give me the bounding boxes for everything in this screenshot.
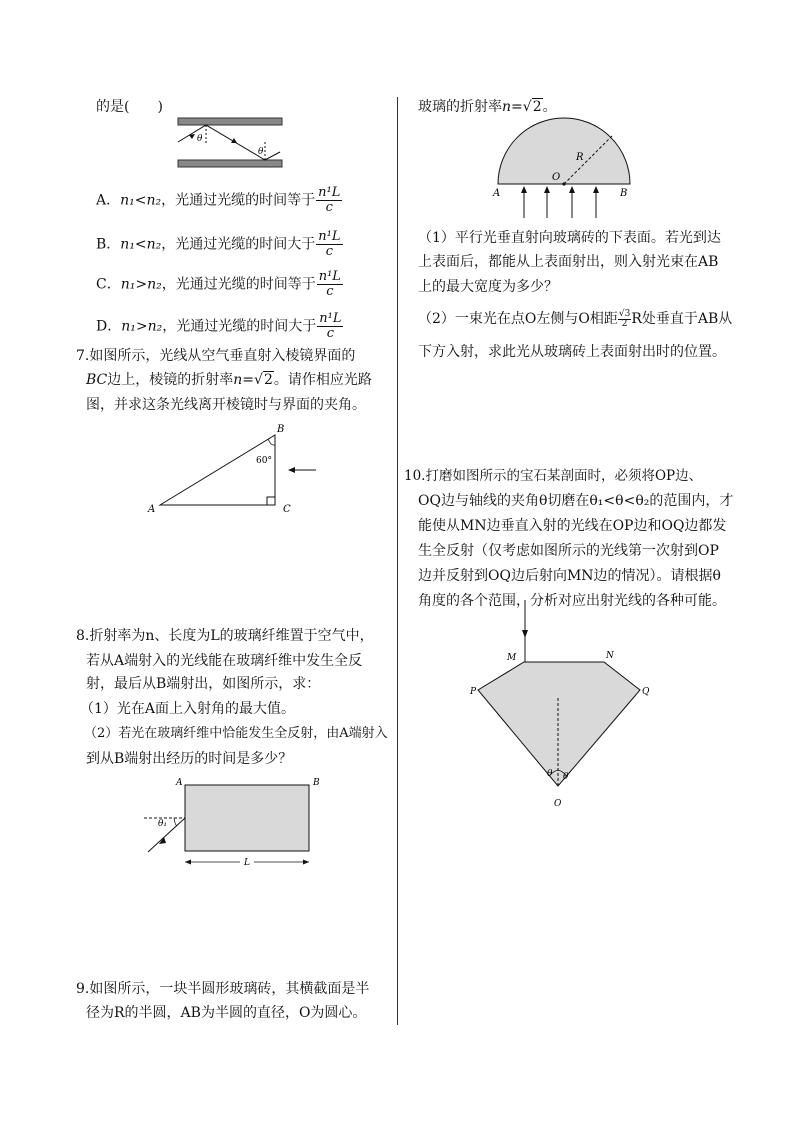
- fiber-theta-1: θ: [197, 134, 203, 144]
- q6-option-c: [96, 270, 343, 299]
- gem-theta-left: θ: [547, 769, 553, 779]
- q8-line-2: 若从A端射入的光线能在玻璃纤维中发生全反: [86, 653, 363, 669]
- p2-fraction: $\frac{√3}{2}$: [618, 308, 631, 329]
- q10-line-3: 能使从MN边垂直入射的光线在OP边和OQ边都发: [418, 518, 727, 534]
- gem-label-q: Q: [642, 687, 650, 697]
- gem-label-n: N: [606, 651, 614, 661]
- option-cond: n₁<n₂: [120, 192, 162, 209]
- prism-triangle: [160, 435, 275, 505]
- fiber-label-b: B: [313, 778, 320, 788]
- q8-line-1: 8.折射率为n、长度为L的玻璃纤维置于空气中，: [76, 628, 374, 644]
- semicircle-parallel-rays: [524, 190, 596, 218]
- option-label: C．: [96, 276, 121, 293]
- option-cond: n₁>n₂: [121, 318, 163, 335]
- prism-label-b: B: [277, 424, 285, 435]
- prism-angle-arc: [268, 439, 275, 445]
- semicircle-label-o: O: [552, 172, 561, 183]
- q9-cont-line-1: 玻璃的折射率n=√2。: [418, 99, 557, 115]
- q7-line-3: 图，并求这条光线离开棱镜时与界面的夹角。: [86, 397, 366, 413]
- q9-line-2: 径为R的半圆，AB为半圆的直径，O为圆心。: [86, 1005, 367, 1021]
- option-fraction: $\frac{\text{n¹L}}{c}$: [318, 185, 341, 215]
- option-label: D．: [96, 318, 122, 335]
- q10-gem-diagram: [470, 598, 660, 818]
- q7-line-1: 7.如图所示，光线从空气垂直射入棱镜界面的: [76, 348, 356, 364]
- q9-semicircle-diagram: [490, 118, 640, 228]
- fiber-angle-arc: [174, 818, 177, 826]
- semicircle-body: [498, 118, 630, 184]
- fiber-theta-2: θ: [258, 147, 264, 157]
- semicircle-label-b: B: [620, 188, 628, 199]
- gem-label-p: P: [470, 687, 477, 697]
- fiber-label-a: A: [176, 778, 183, 788]
- q6-tail: 的是( ): [96, 99, 163, 115]
- q10-line-5: 边并反射到OQ边后射向MN边的情况）。请根据θ: [418, 568, 721, 584]
- fiber-length-arrow-r: [303, 860, 309, 865]
- semicircle-label-r: R: [576, 152, 584, 163]
- q10-line-6: 角度的各个范围，分析对应出射光线的各种可能。: [418, 593, 726, 609]
- fiber-bottom-wall: [178, 160, 282, 167]
- prism-label-c: C: [283, 504, 291, 515]
- q10-line-1: 10.打磨如图所示的宝石某剖面时，必须将OP边、: [404, 468, 703, 484]
- option-text: ，光通过光缆的时间等于: [161, 276, 316, 293]
- option-text: ，光通过光缆的时间大于: [161, 236, 316, 253]
- fiber-length-label: L: [244, 858, 250, 868]
- q6-option-b: [96, 230, 343, 259]
- option-text: ，光通过光缆的时间等于: [161, 192, 316, 209]
- q6-option-a: [96, 186, 342, 215]
- q10-line-4: 生全反射（仅考虑如图所示的光线第一次射到OP: [418, 543, 719, 559]
- fiber-top-wall: [178, 118, 282, 125]
- column-divider: [397, 97, 398, 1025]
- q6-option-d: [96, 312, 343, 341]
- fiber-theta-label: θ₁: [158, 819, 168, 829]
- q6-fiber-diagram: [175, 113, 290, 173]
- option-cond: n₁<n₂: [120, 236, 162, 253]
- q8-line-4: （1）光在A面上入射角的最大值。: [80, 701, 296, 717]
- q9-line-1: 9.如图所示，一块半圆形玻璃砖，其横截面是半: [76, 981, 370, 997]
- gem-incident-arrow: [522, 630, 528, 638]
- gem-body: [478, 662, 640, 786]
- option-fraction: $\frac{\text{n¹L}}{c}$: [318, 229, 341, 259]
- q8-fiber-diagram: [140, 775, 330, 875]
- q8-line-5: （2）若光在玻璃纤维中恰能发生全反射，由A端射入: [84, 726, 388, 741]
- q8-line-6: 到从B端射出经历的时间是多少？: [86, 751, 293, 767]
- q9-p1-line-1: （1）平行光垂直射向玻璃砖的下表面。若光到达: [418, 230, 721, 246]
- option-fraction: $\frac{\text{n¹L}}{c}$: [318, 269, 341, 299]
- option-label: A．: [96, 192, 121, 209]
- gem-label-o: O: [554, 799, 562, 809]
- fiber-body: [185, 785, 309, 851]
- fiber-length-arrow-l: [185, 860, 191, 865]
- semicircle-center: [562, 182, 565, 185]
- semicircle-label-a: A: [493, 188, 501, 199]
- q9-p1-line-2: 上表面后，都能从上表面射出，则入射光束在AB: [418, 254, 719, 270]
- option-cond: n₁>n₂: [120, 276, 162, 293]
- option-label: B．: [96, 236, 121, 253]
- gem-theta-right: θ: [563, 772, 569, 782]
- semicircle-ray-arrows: [521, 186, 599, 193]
- q9-p2-line-1: （2）一束光在点O左侧与O相距 $\frac{√3}{2}$ R处垂直于AB从: [418, 308, 733, 329]
- q9-p2-line-2: 下方入射，求此光从玻璃砖上表面射出时的位置。: [418, 344, 726, 360]
- q8-line-3: 射，最后从B端射出，如图所示，求：: [86, 676, 321, 692]
- q10-line-2: OQ边与轴线的夹角θ切磨在θ₁<θ<θ₂的范围内，才: [418, 493, 734, 509]
- prism-right-angle: [267, 497, 275, 505]
- gem-label-m: M: [507, 653, 517, 663]
- q9-p1-line-3: 上的最大宽度为多少？: [418, 279, 558, 295]
- prism-label-a: A: [148, 504, 156, 515]
- option-fraction: $\frac{\text{n¹L}}{c}$: [319, 311, 342, 341]
- prism-angle-label: 60°: [256, 456, 272, 466]
- q7-prism-diagram: [148, 420, 328, 520]
- q7-line-2: BC边上，棱镜的折射率n=√2。请作相应光路: [86, 372, 372, 388]
- option-text: ，光通过光缆的时间大于: [162, 318, 317, 335]
- prism-ray-arrow: [288, 467, 295, 473]
